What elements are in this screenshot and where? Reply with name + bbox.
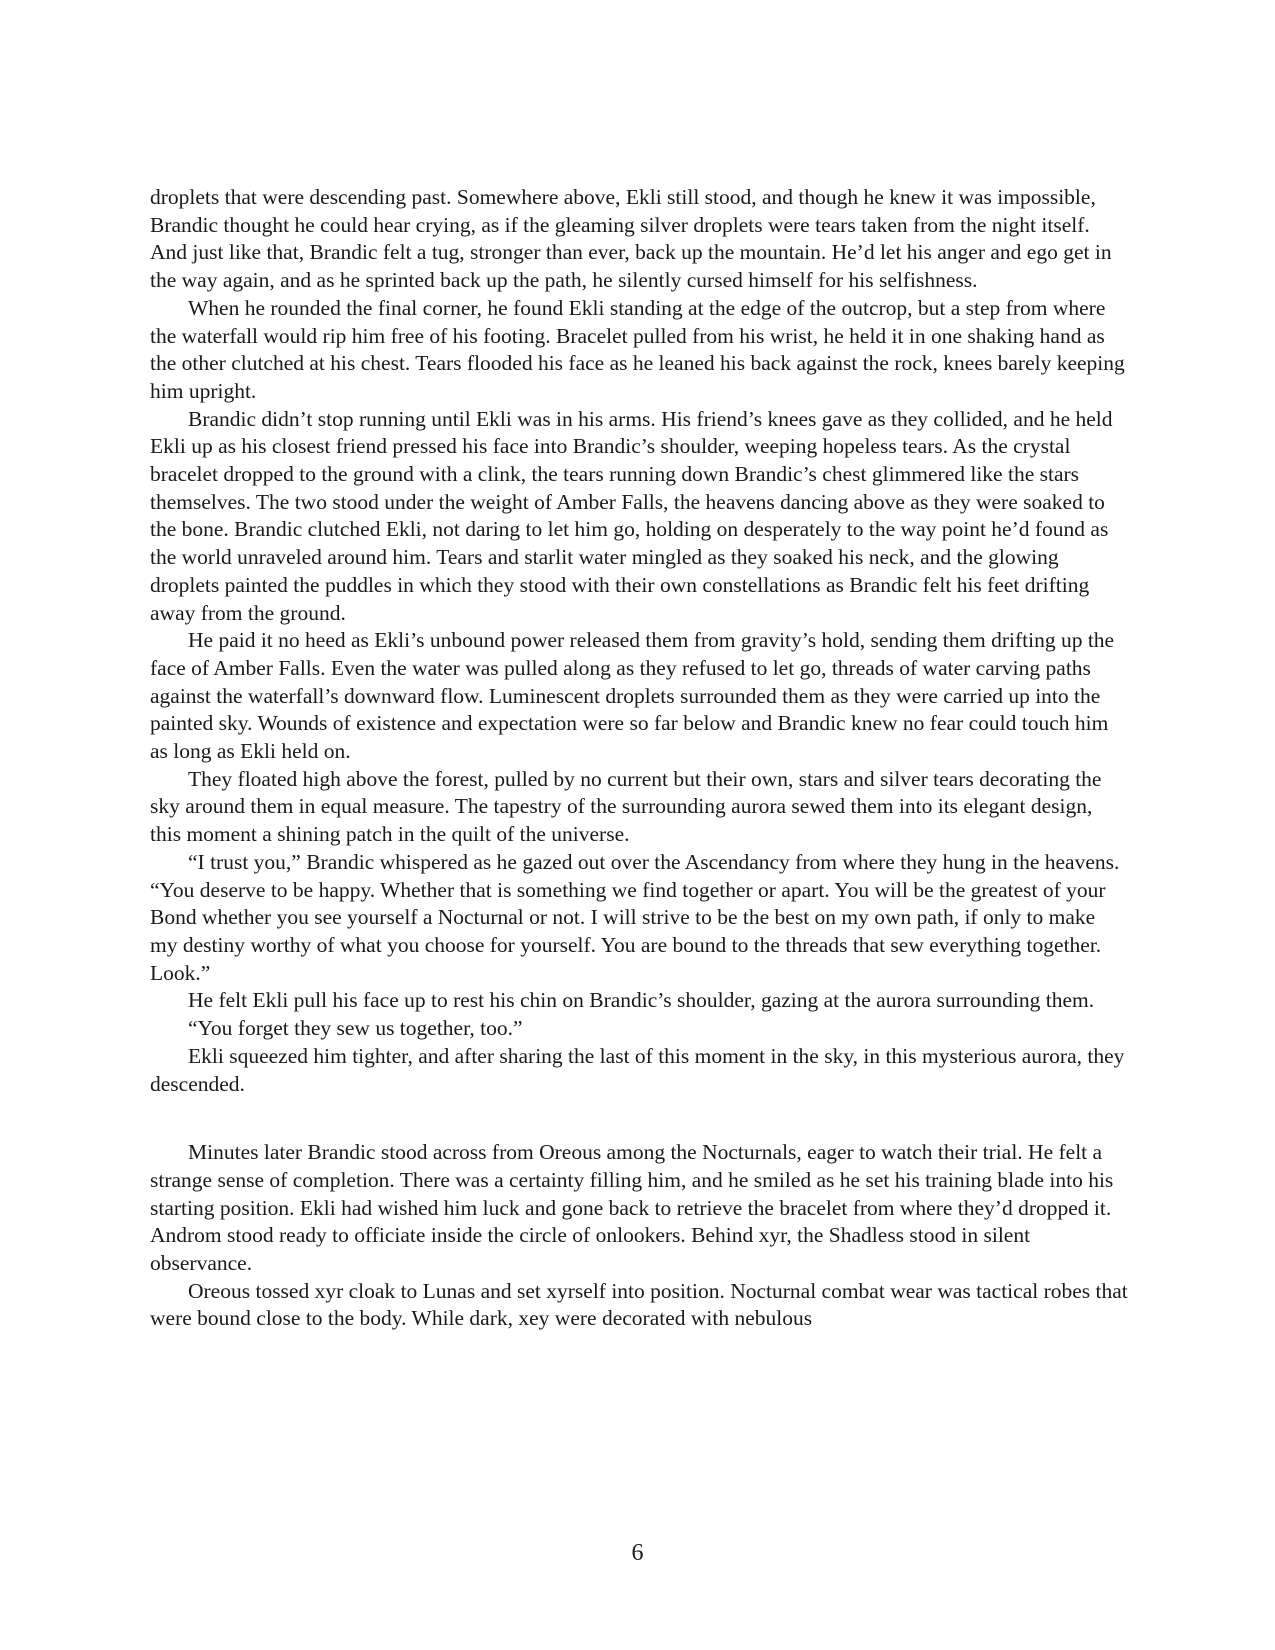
paragraph: He felt Ekli pull his face up to rest his chin on Brandic’s shoulder, gazing at the aurora surrounding them. [188,988,1095,1013]
paragraph: Oreous tossed xyr cloak to Lunas and set xyrself into position. Nocturnal combat wear was tactical robes that were bound close to the body. While dark, xey were decorated with nebulous [150,1278,1128,1331]
paragraph: Minutes later Brandic stood across from Oreous among the Nocturnals, eager to watch their trial. He felt a strange sense of completion. There was a certainty filling him, and he smiled as he set his training blade into his starting position. Ekli had wished him luck and gone back to retrieve the bracelet from where they’d dropped it. Androm stood ready to officiate inside the circle of onlookers. Behind xyr, the Shadless stood in silent observance. [150,1140,1114,1276]
paragraph: “I trust you,” Brandic whispered as he gazed out over the Ascendancy from where they hung in the heavens. “You deserve to be happy. Whether that is something we find together or apart. You will be the greatest of your Bond whether you see yourself a Nocturnal or not. I will strive to be the best on my own path, if only to make my destiny worthy of what you choose for yourself. You are bound to the threads that sew everything together. Look.” [150,849,1120,985]
paragraph: They floated high above the forest, pulled by no current but their own, stars and silver tears decorating the sky around them in equal measure. The tapestry of the surrounding aurora sewed them into its elegant design, this moment a shining patch in the quilt of the universe. [150,766,1102,847]
paragraph: “You forget they sew us together, too.” [188,1016,523,1041]
paragraph: Ekli squeezed him tighter, and after sharing the last of this moment in the sky, in this mysterious aurora, they descended. [150,1043,1125,1096]
page-number: 6 [631,1540,644,1566]
paragraph: Brandic didn’t stop running until Ekli was in his arms. His friend’s knees gave as they collided, and he held Ekli up as his closest friend pressed his face into Brandic’s shoulder, weeping hopeless tears. As the crystal bracelet dropped to the ground with a clink, the tears running down Brandic’s chest glimmered like the stars themselves. The two stood under the weight of Amber Falls, the heavens dancing above as they were soaked to the bone. Brandic clutched Ekli, not daring to let him go, holding on desperately to the way point he’d found as the world unraveled around him. Tears and starlit water mingled as they soaked his neck, and the glowing droplets painted the puddles in which they stood with their own constellations as Brandic felt his feet drifting away from the ground. [150,406,1113,625]
scene-break [150,1098,1128,1139]
paragraph: When he rounded the final corner, he found Ekli standing at the edge of the outcrop, but a step from where the waterfall would rip him free of his footing. Bracelet pulled from his wrist, he held it in one shaking hand as the other clutched at his chest. Tears flooded his face as he leaned his back against the rock, knees barely keeping him upright. [150,295,1125,403]
paragraph: He paid it no heed as Ekli’s unbound power released them from gravity’s hold, sending them drifting up the face of Amber Falls. Even the water was pulled along as they refused to let go, threads of water carving paths against the waterfall’s downward flow. Luminescent droplets surrounded them as they were carried up into the painted sky. Wounds of existence and expectation were so far below and Brandic knew no fear could touch him as long as Ekli held on. [150,628,1115,764]
paragraph: droplets that were descending past. Somewhere above, Ekli still stood, and though he knew it was impossible, Brandic thought he could hear crying, as if the gleaming silver droplets were tears taken from the night itself. And just like that, Brandic felt a tug, stronger than ever, back up the mountain. He’d let his anger and ego get in the way again, and as he sprinted back up the path, he silently cursed himself for his selfishness. [150,185,1112,293]
body-text [150,184,1128,1333]
